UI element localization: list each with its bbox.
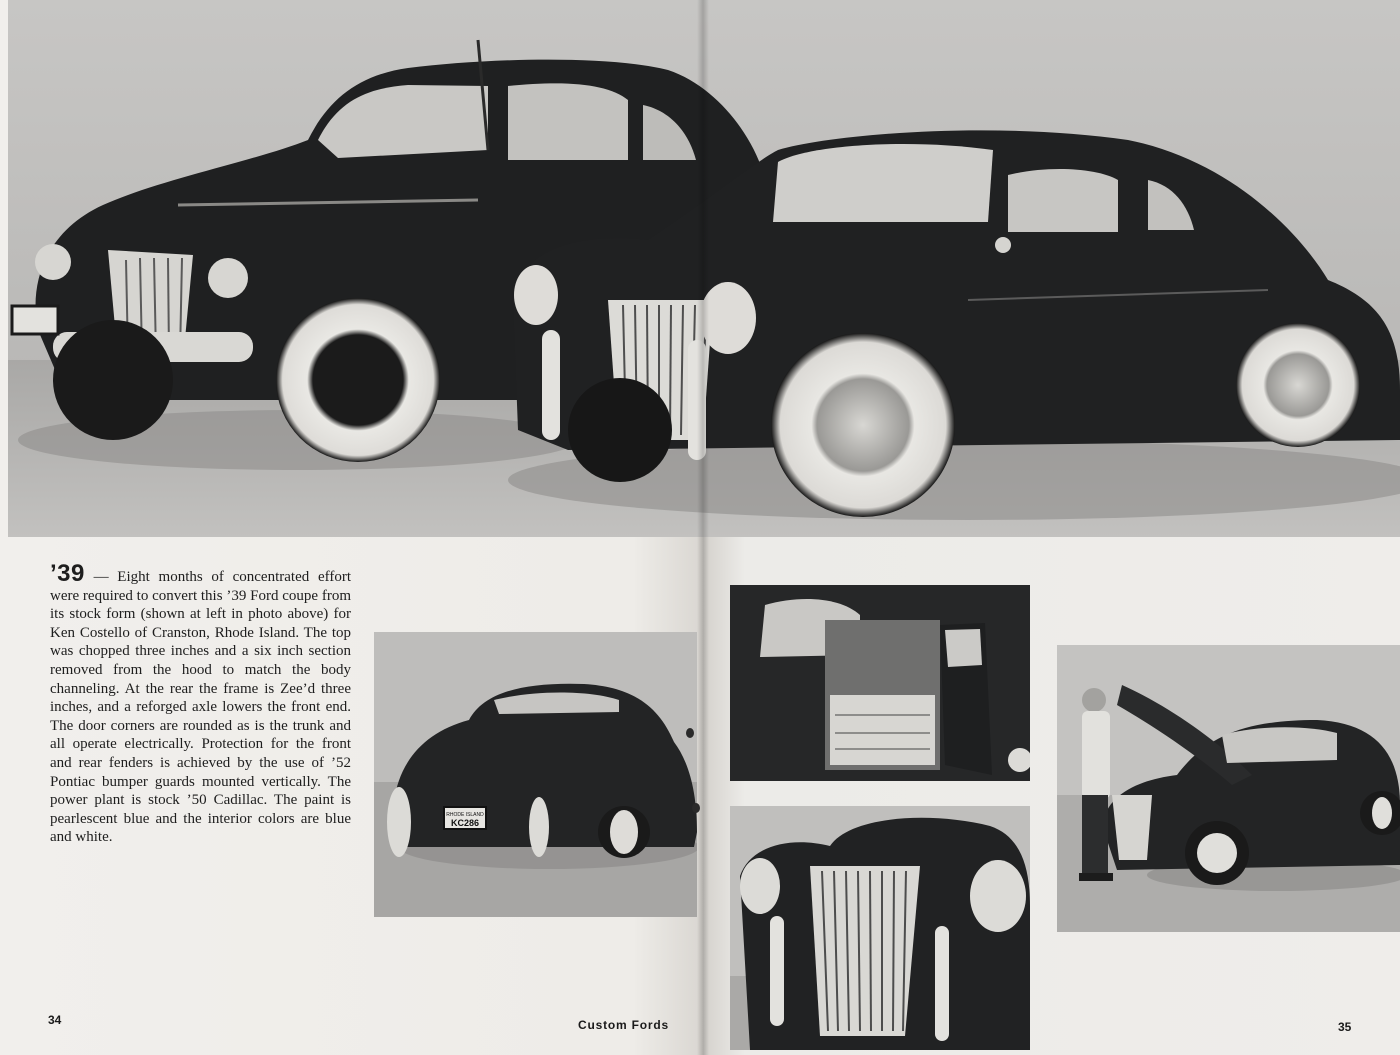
binding-hole <box>686 728 694 738</box>
caption-body: — Eight months of concentrated effort were required to convert this ’39 Ford coupe from its stock form (shown at left in photo above) for Ken Costello of Cranston, Rhode Island. The top was chopped three inches and a six inch section removed from the hood to match the body channeling. At the rear the frame is Zee’d three inches, and a reforged axle lowers the front end. The door corners are rounded as is the trunk and all operate electrically. Protection for the front and rear fenders is achieved by the use of ’52 Pontiac bumper guards mounted vertically. The power plant is stock ’50 Cadillac. The paint is pearlescent blue and the interior colors are blue and white. <box>50 569 351 846</box>
owner-with-car-photo <box>1057 645 1400 932</box>
right-page-number: 35 <box>1338 1020 1352 1034</box>
binding-hole <box>692 803 700 813</box>
interior-door-open-photo <box>730 585 1030 781</box>
rear-plate-number: KC286 <box>450 818 480 828</box>
caption-lead-year: ’39 <box>50 560 85 587</box>
rear-photo-graphic <box>374 632 697 917</box>
interior-photo-graphic <box>730 585 1030 781</box>
center-gutter-fold <box>697 0 709 1055</box>
front-grille-closeup-photo <box>730 806 1030 1050</box>
rear-plate-state: RHODE ISLAND <box>446 812 484 818</box>
front-photo-graphic <box>730 806 1030 1050</box>
left-page-number: 34 <box>48 1013 62 1027</box>
rear-three-quarter-photo <box>374 632 697 917</box>
owner-photo-graphic <box>1057 645 1400 932</box>
caption-text-block <box>50 560 351 847</box>
running-title: Custom Fords <box>578 1018 669 1032</box>
